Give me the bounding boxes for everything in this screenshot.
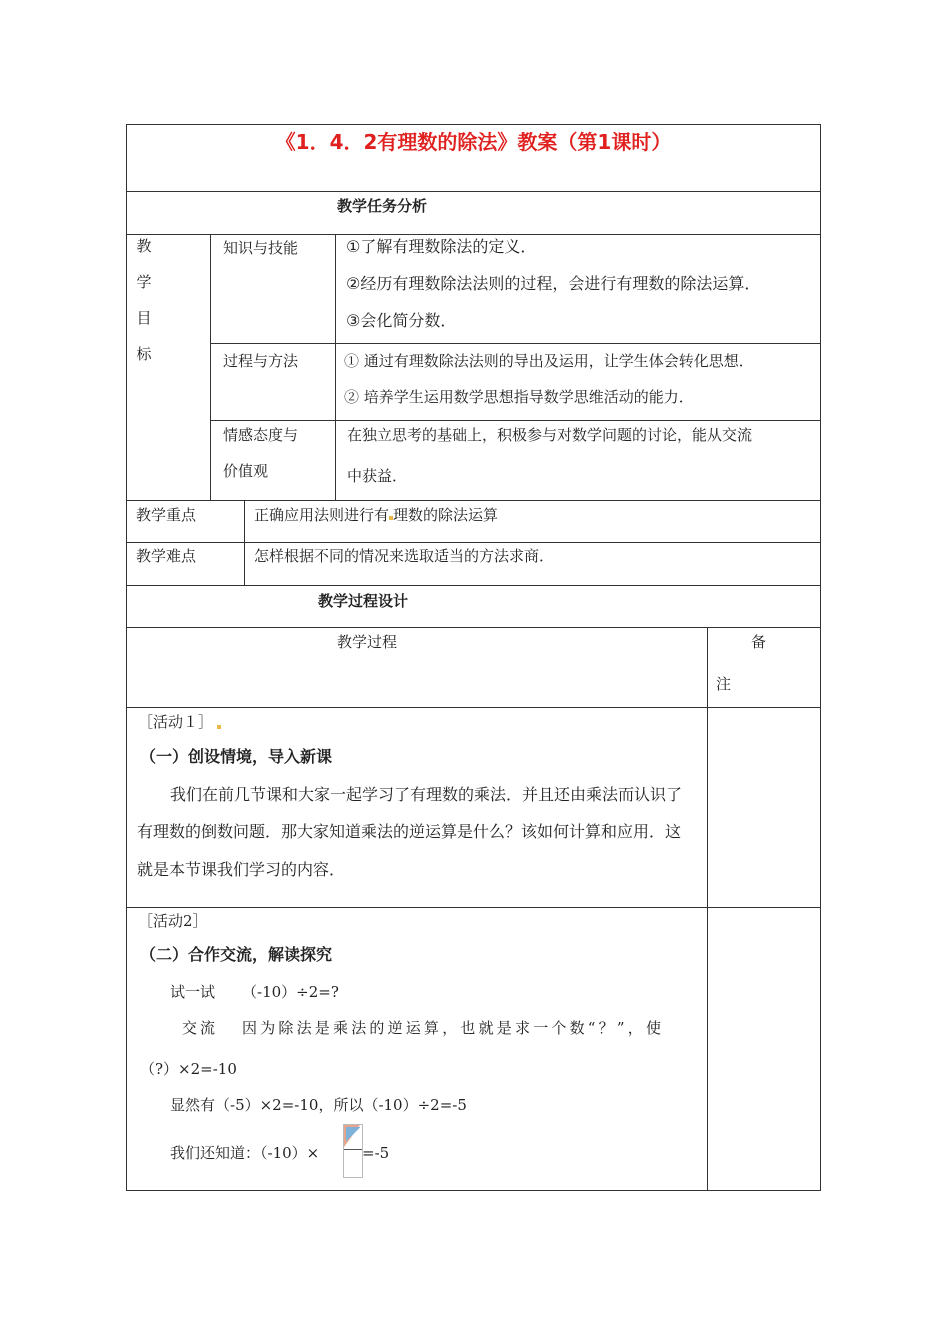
key-point-label: 教学重点	[136, 506, 197, 524]
divider	[126, 234, 821, 235]
goals-label-char: 目	[136, 309, 152, 327]
process-item: ② 培养学生运用数学思想指导数学思维活动的能力．	[344, 388, 694, 406]
activity1-label-text: ［活动１］	[138, 713, 214, 731]
divider	[126, 585, 821, 586]
fraction-image	[343, 1124, 363, 1178]
divider	[707, 627, 708, 1191]
emotion-label: 价值观	[223, 462, 269, 480]
knowledge-item: ②经历有理数除法法则的过程，会进行有理数的除法运算．	[346, 274, 761, 293]
divider	[210, 343, 821, 344]
key-point-text-a: 正确应用法则进行有	[254, 506, 390, 524]
goals-label-char: 教	[136, 237, 152, 255]
stray-dot-icon	[389, 516, 393, 520]
knowledge-label: 知识与技能	[223, 239, 299, 257]
process-label: 过程与方法	[223, 352, 299, 370]
goals-label-char: 学	[136, 273, 152, 291]
divider	[126, 500, 821, 501]
knowledge-item: ③会化简分数．	[346, 311, 457, 330]
divider	[126, 627, 821, 628]
key-point-text	[254, 505, 498, 525]
equation-line: （?）×2=-10	[140, 1060, 237, 1078]
document-title: 《1．4．2有理数的除法》教案（第1课时）	[275, 130, 672, 154]
difficulty-text: 怎样根据不同的情况来选取适当的方法求商．	[254, 547, 555, 565]
emotion-text: 中获益．	[347, 467, 408, 485]
emotion-text: 在独立思考的基础上，积极参与对数学问题的讨论，能从交流	[347, 426, 753, 444]
key-point-text-b: 理数的除法运算	[393, 506, 499, 524]
activity2-label: ［活动2］	[138, 912, 208, 930]
image-fragment	[346, 1127, 360, 1145]
notes-column-char: 备	[751, 633, 767, 651]
activity2-heading: （二）合作交流，解读探究	[140, 945, 333, 964]
divider	[210, 420, 821, 421]
activity1-paragraph-line: 有理数的倒数问题．那大家知道乘法的逆运算是什么？该如何计算和应用．这	[137, 822, 682, 841]
divider	[210, 234, 211, 500]
divider	[126, 707, 821, 708]
emotion-label: 情感态度与	[223, 426, 299, 444]
knowledge-item: ①了解有理数除法的定义．	[346, 237, 537, 256]
equation-line-prefix: 我们还知道：（-10）×	[170, 1144, 320, 1162]
divider	[126, 191, 821, 192]
notes-column-char: 注	[716, 675, 732, 693]
activity1-heading: （一）创设情境，导入新课	[140, 747, 333, 766]
goals-label-char: 标	[136, 345, 152, 363]
divider	[126, 907, 821, 908]
equation-line-suffix: =-5	[362, 1144, 390, 1162]
equation-line: 显然有（-5）×2=-10，所以（-10）÷2=-5	[170, 1096, 467, 1114]
activity1-paragraph-line: 我们在前几节课和大家一起学习了有理数的乘法．并且还由乘法而认识了	[170, 785, 683, 804]
process-design-header: 教学过程设计	[318, 592, 409, 610]
divider	[335, 234, 336, 500]
process-item: ① 通过有理数除法法则的导出及运用，让学生体会转化思想．	[344, 352, 754, 370]
exchange-text: 因为除法是乘法的逆运算，也就是求一个数“？”，使	[242, 1019, 665, 1037]
try-label: 试一试	[170, 983, 216, 1001]
fraction-bar	[344, 1149, 362, 1150]
activity1-paragraph-line: 就是本节课我们学习的内容．	[137, 860, 346, 879]
stray-dot-icon	[217, 725, 221, 729]
divider	[126, 542, 821, 543]
task-analysis-header: 教学任务分析	[337, 197, 428, 215]
exchange-label: 交流	[182, 1019, 219, 1037]
process-column-header: 教学过程	[337, 633, 398, 651]
try-expression: （-10）÷2=?	[242, 983, 339, 1001]
activity1-label	[138, 712, 221, 732]
difficulty-label: 教学难点	[136, 547, 197, 565]
